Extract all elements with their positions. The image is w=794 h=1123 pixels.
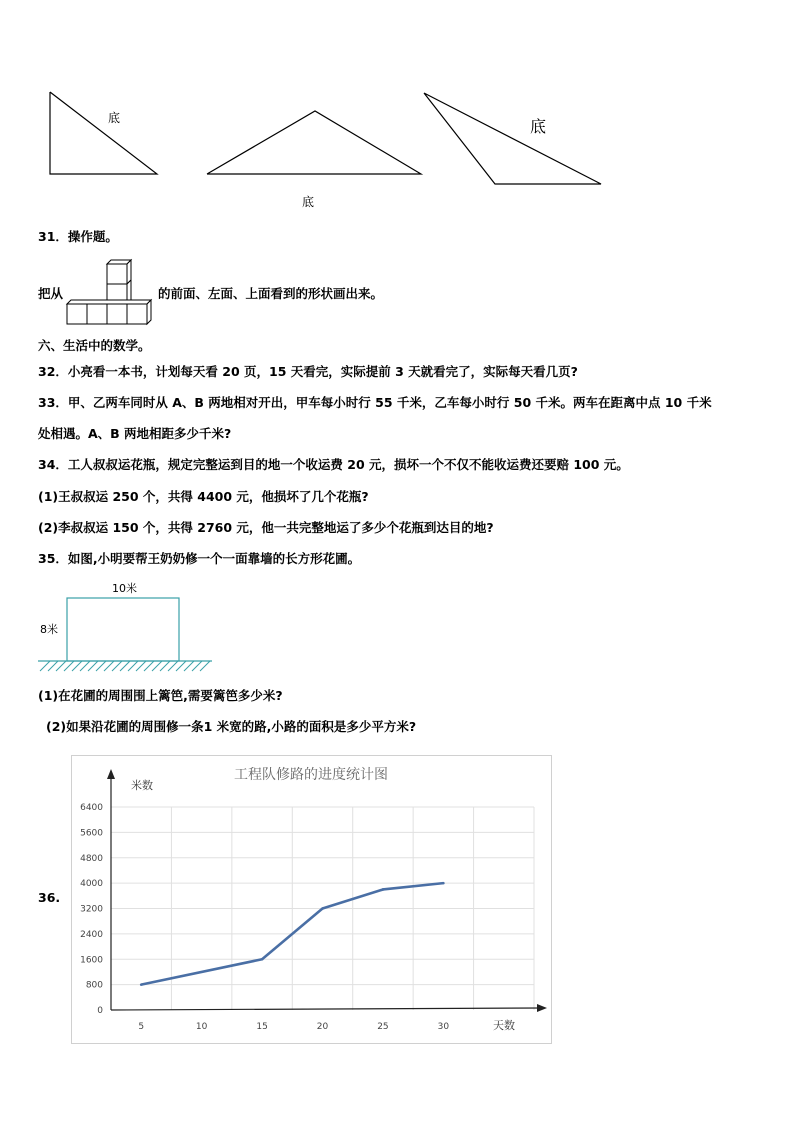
q33-line1: 33．甲、乙两车同时从 A、B 两地相对开出，甲车每小时行 55 千米，乙车每小时行 50 千米。两车在距离中点 10 千米 <box>38 395 712 410</box>
chart-frame <box>72 756 552 1044</box>
q34-sub1: (1)王叔叔运 250 个，共得 4400 元，他损坏了几个花瓶? <box>38 489 369 504</box>
chart-title: 工程队修路的进度统计图 <box>234 767 388 783</box>
triangle1-base-label: 底 <box>108 111 121 125</box>
triangles-figure <box>0 80 794 215</box>
x-tick-label: 5 <box>138 1022 145 1032</box>
wall-hatch <box>40 661 210 671</box>
q31-suffix: 的前面、左面、上面看到的形状画出来。 <box>158 286 384 301</box>
y-tick-label: 800 <box>85 980 103 991</box>
chart-xlabel: 天数 <box>493 1019 515 1032</box>
q32-text: 32．小亮看一本书，计划每天看 20 页，15 天看完，实际提前 3 天就看完了，实际每天看几页? <box>38 364 578 379</box>
y-tick-label: 4800 <box>80 853 103 864</box>
x-tick-label: 20 <box>316 1022 329 1032</box>
y-tick-label: 4000 <box>80 879 103 890</box>
q31-title: 31．操作题。 <box>38 229 118 244</box>
y-tick-label: 1600 <box>80 955 103 966</box>
q33-line2: 处相遇。A、B 两地相距多少千米? <box>38 426 232 441</box>
acute-triangle <box>424 93 601 184</box>
y-tick-label: 2400 <box>80 929 103 940</box>
y-tick-label: 3200 <box>80 904 103 915</box>
data-point <box>442 882 445 885</box>
section6-title: 六、生活中的数学。 <box>38 338 151 353</box>
y-tick-label: 5600 <box>80 828 103 839</box>
triangle3-base-label: 底 <box>530 117 547 136</box>
garden-rectangle <box>67 598 179 661</box>
q36-number: 36. <box>38 890 61 905</box>
x-tick-label: 30 <box>437 1022 450 1032</box>
q34-line1: 34．工人叔叔运花瓶，规定完整运到目的地一个收运费 20 元，损坏一个不仅不能收运费还要赔 100 元。 <box>38 457 629 472</box>
garden-height-label: 8米 <box>40 623 58 636</box>
triangle2-base-label: 底 <box>302 195 315 209</box>
obtuse-triangle <box>207 111 421 174</box>
data-point <box>382 888 385 891</box>
data-point <box>140 983 143 986</box>
q34-sub2: (2)李叔叔运 150 个，共得 2760 元，他一共完整地运了多少个花瓶到达目的地? <box>38 520 494 535</box>
x-tick-label: 15 <box>256 1022 268 1032</box>
garden-width-label: 10米 <box>112 582 137 595</box>
progress-line-chart <box>71 755 552 1044</box>
x-tick-label: 10 <box>195 1022 208 1032</box>
y-tick-label: 6400 <box>80 803 103 813</box>
q35-sub2: (2)如果沿花圃的周围修一条1 米宽的路,小路的面积是多少平方米? <box>46 719 417 734</box>
data-point <box>261 958 264 961</box>
q35-sub1: (1)在花圃的周围围上篱笆,需要篱笆多少米? <box>38 688 283 703</box>
y-tick-label: 0 <box>97 1006 103 1016</box>
garden-figure <box>36 578 216 678</box>
x-tick-label: 25 <box>377 1022 389 1032</box>
cube-stack-figure <box>65 256 157 326</box>
q31-prefix: 把从 <box>38 286 64 301</box>
data-point <box>321 907 324 910</box>
chart-ylabel: 米数 <box>131 779 153 792</box>
right-triangle <box>50 92 157 174</box>
q35-line1: 35．如图,小明要帮王奶奶修一个一面靠墙的长方形花圃。 <box>38 551 361 566</box>
